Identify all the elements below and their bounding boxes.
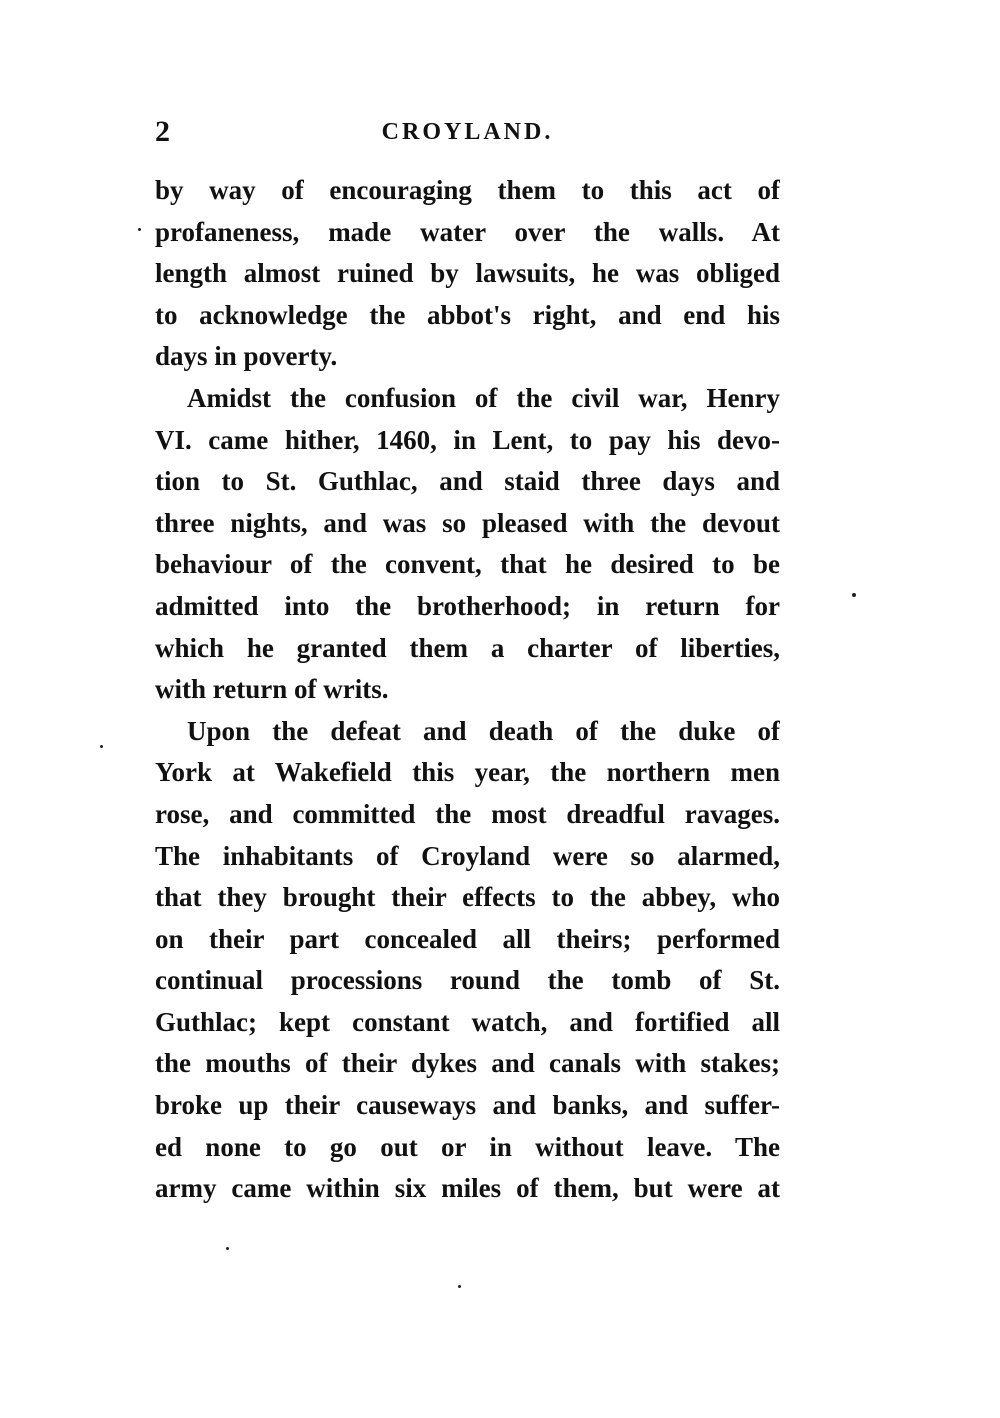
text-line: admitted into the brotherhood; in return for: [155, 590, 780, 621]
text-line: continual processions round the tomb of St.: [155, 965, 780, 996]
text-line: broke up their causeways and banks, and suffer-: [155, 1090, 780, 1121]
paragraph-3: [155, 711, 780, 1210]
ink-speck: [458, 1285, 461, 1288]
text-line: profaneness, made water over the walls. At: [155, 216, 780, 247]
paragraph-2: [155, 378, 780, 711]
ink-speck: [138, 228, 141, 231]
text-line: Upon the defeat and death of the duke of: [187, 715, 780, 746]
text-line: Amidst the confusion of the civil war, Henry: [187, 382, 780, 413]
text-line: tion to St. Guthlac, and staid three days and: [155, 466, 780, 497]
text-line: with return of writs.: [155, 674, 389, 705]
text-line: to acknowledge the abbot's right, and end his: [155, 299, 780, 330]
text-line: the mouths of their dykes and canals with stakes;: [155, 1048, 780, 1079]
ink-speck: [226, 1247, 229, 1250]
running-head: [155, 112, 780, 152]
text-line: York at Wakefield this year, the northern men: [155, 757, 780, 788]
text-line: which he granted them a charter of liberties,: [155, 632, 780, 663]
running-title: CROYLAND.: [381, 119, 554, 145]
page-number: 2: [155, 115, 170, 148]
ink-speck: [100, 745, 103, 748]
text-line: length almost ruined by lawsuits, he was obliged: [155, 258, 780, 289]
text-line: by way of encouraging them to this act of: [155, 175, 780, 205]
text-line: ed none to go out or in without leave. The: [155, 1131, 780, 1162]
text-line: Guthlac; kept constant watch, and fortified all: [155, 1006, 780, 1037]
text-line: army came within six miles of them, but were at: [155, 1173, 780, 1204]
paragraph-1: [155, 170, 780, 378]
text-line: days in poverty.: [155, 341, 338, 372]
text-line: rose, and committed the most dreadful ravages.: [155, 798, 780, 829]
text-line: The inhabitants of Croyland were so alarmed,: [155, 840, 780, 871]
text-line: on their part concealed all theirs; performed: [155, 923, 780, 954]
ink-speck: [852, 593, 856, 597]
text-line: that they brought their effects to the abbey, who: [155, 882, 780, 913]
body-text: [155, 170, 780, 1210]
text-line: behaviour of the convent, that he desired to be: [155, 549, 780, 580]
text-line: VI. came hither, 1460, in Lent, to pay his devo-: [155, 424, 780, 455]
text-line: three nights, and was so pleased with the devout: [155, 507, 780, 538]
